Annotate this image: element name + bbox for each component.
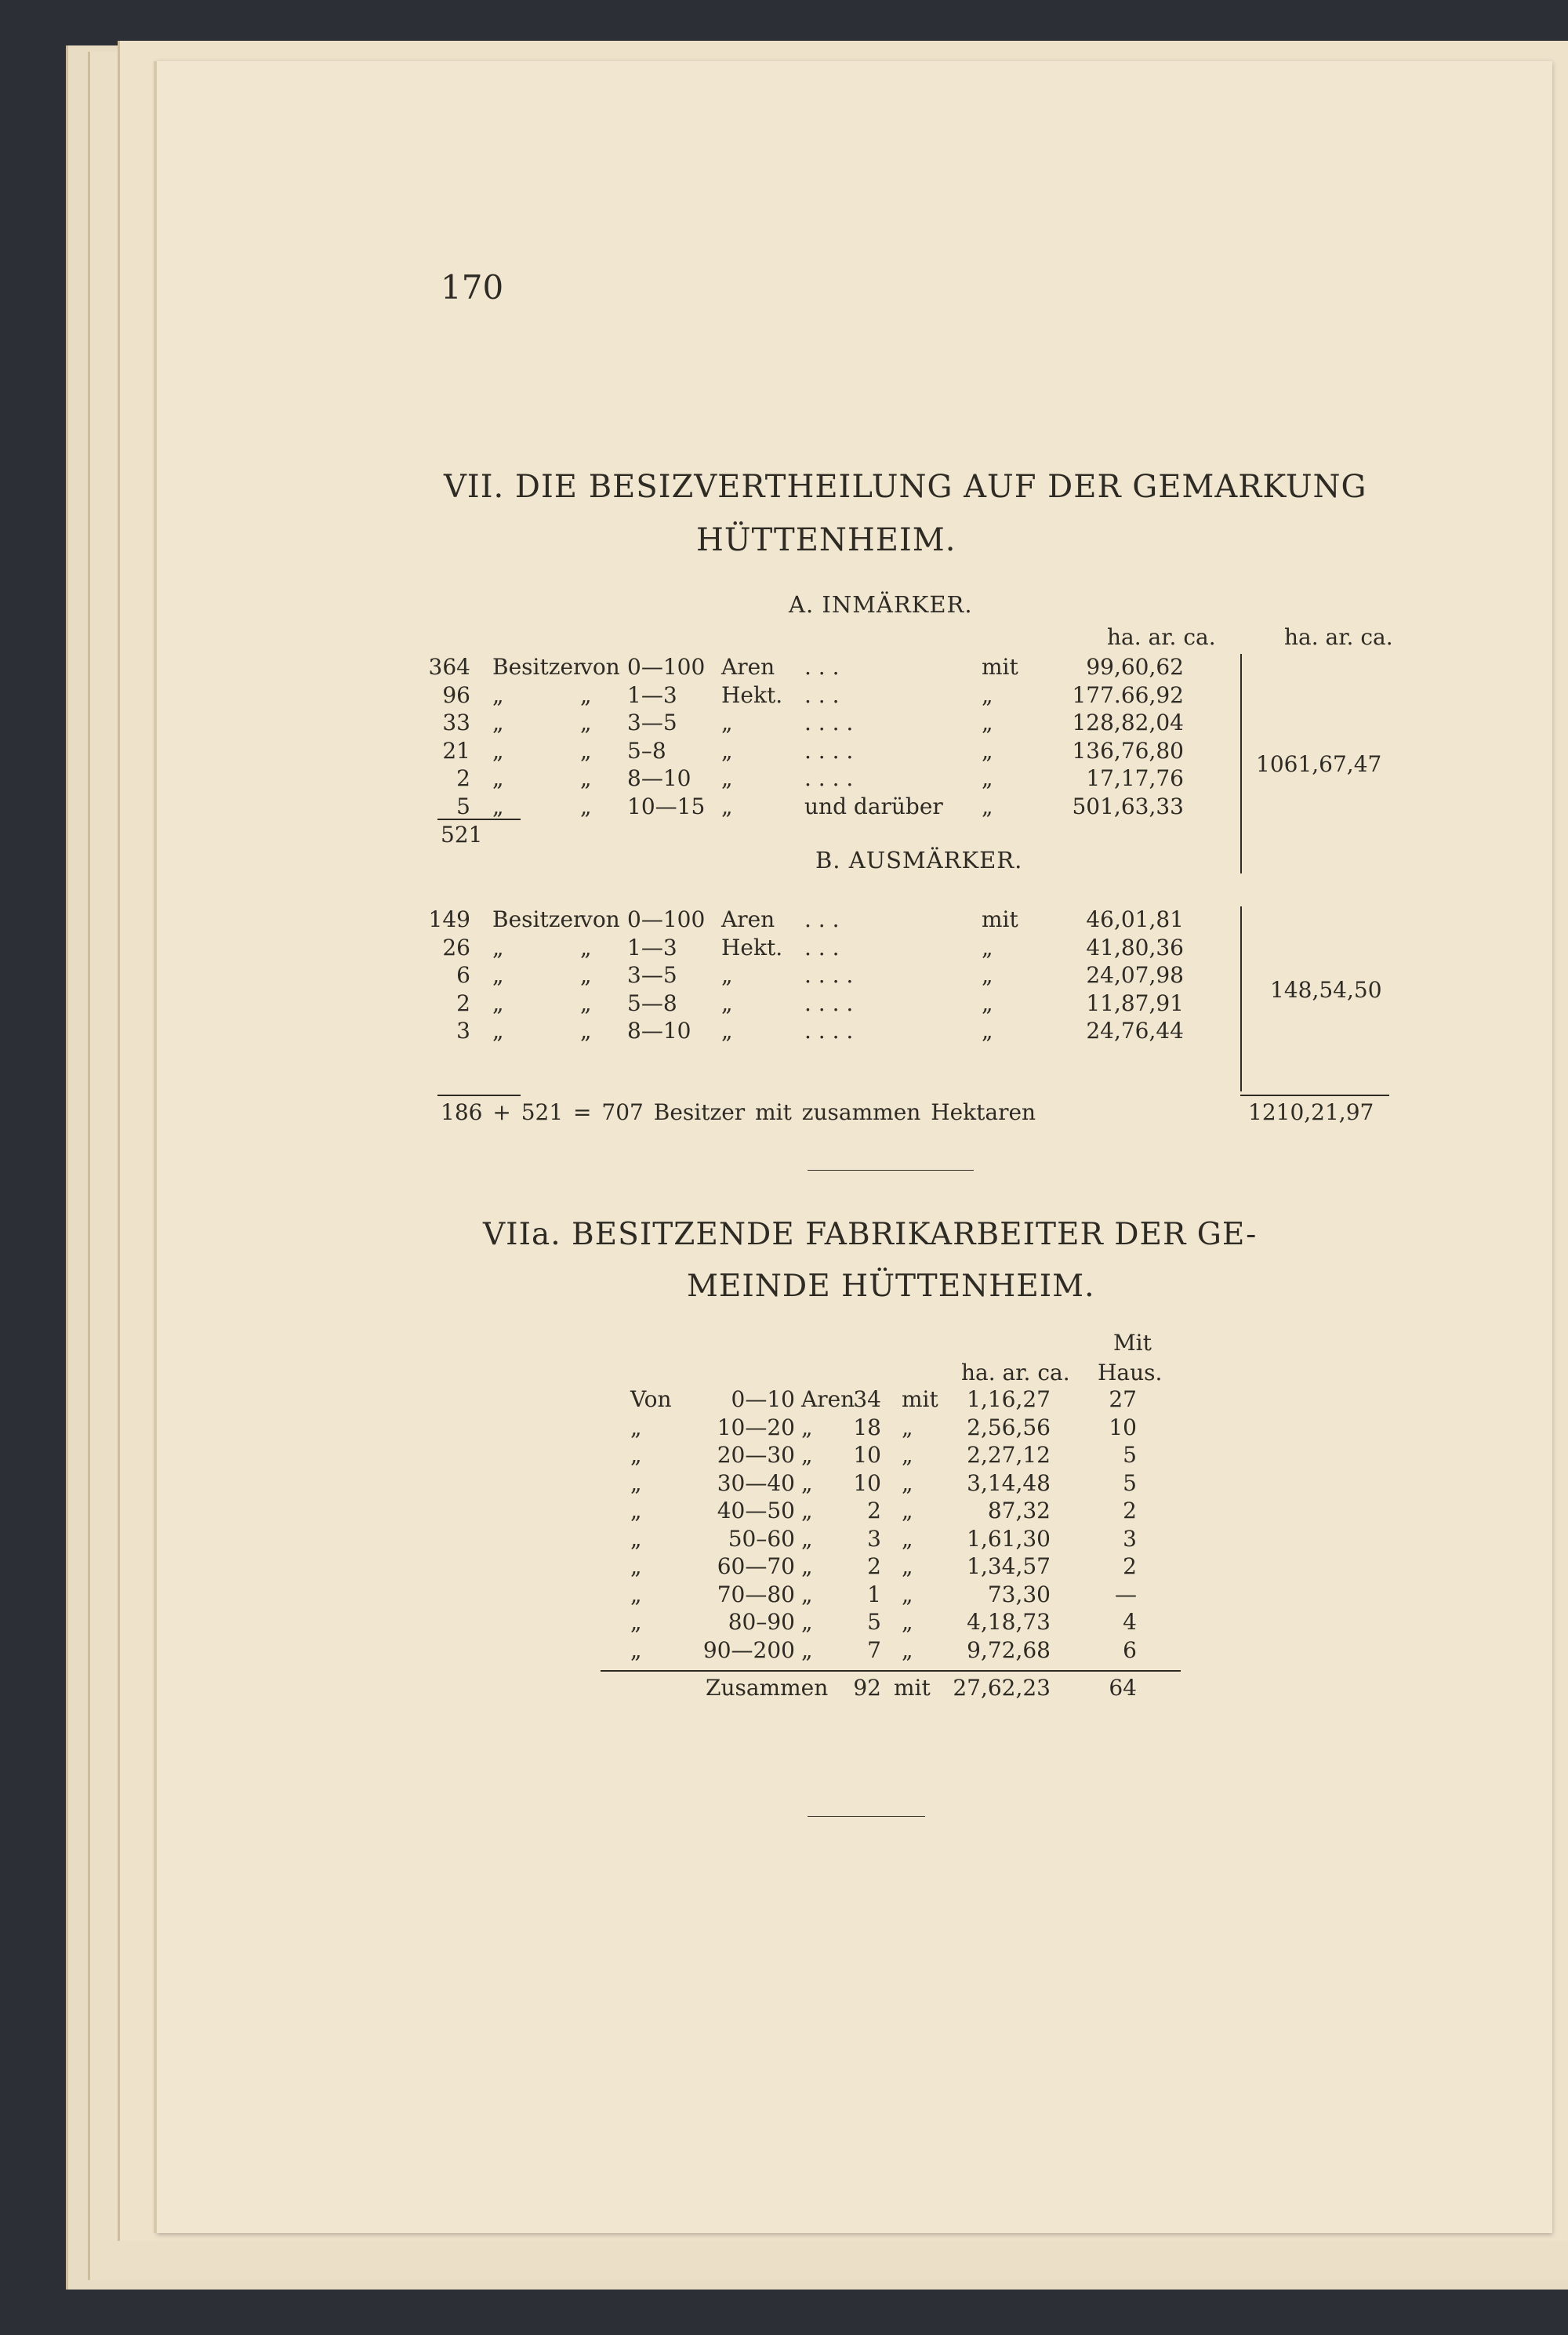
- title-line-1: VII. DIE BESIZVERTHEILUNG AUF DER GEMARKUNG: [444, 469, 1367, 505]
- row-count: 1: [867, 1581, 881, 1607]
- row-unit: „: [721, 962, 733, 988]
- row-count: 364: [428, 654, 470, 680]
- row-area: 9,72,68: [967, 1636, 1051, 1663]
- row-mit: „: [982, 737, 993, 764]
- row-dots: . . .: [804, 681, 840, 708]
- row-mit: „: [982, 990, 993, 1016]
- row-dots: . . .: [804, 934, 840, 961]
- row-area: 24,07,98: [1086, 962, 1184, 988]
- row-dots: . . . .: [804, 962, 854, 988]
- row-unit: Aren: [801, 1386, 855, 1412]
- row-count: 5: [867, 1609, 881, 1635]
- row-range: 3—5: [627, 710, 677, 735]
- row-area: 136,76,80: [1072, 737, 1184, 764]
- row-unit: „: [801, 1553, 813, 1579]
- row-von: von: [580, 906, 620, 932]
- row-unit: „: [721, 765, 733, 791]
- row-von: „: [580, 934, 592, 961]
- row-mit: „: [902, 1581, 913, 1607]
- row-von: Von: [630, 1386, 672, 1412]
- row-range: 0—100: [627, 906, 706, 932]
- row-label: Besitzer: [492, 906, 584, 932]
- row-dots: . . .: [804, 654, 840, 680]
- row-haus: 10: [1109, 1414, 1137, 1440]
- row-von: „: [630, 1442, 642, 1468]
- row-label: „: [492, 737, 504, 764]
- row-dots: . . . .: [804, 737, 854, 764]
- section-a-area-header: ha. ar. ca.: [1107, 624, 1216, 650]
- row-unit: Hekt.: [721, 681, 783, 708]
- row-range: 20—30: [717, 1442, 795, 1468]
- section-a-total: 1061,67,47: [1256, 751, 1382, 777]
- row-unit: „: [801, 1636, 813, 1663]
- row-range: 70—80: [717, 1581, 795, 1607]
- section-a-total-header: ha. ar. ca.: [1284, 624, 1393, 650]
- row-haus: —: [1115, 1581, 1137, 1607]
- row-unit: „: [801, 1525, 813, 1552]
- row-unit: „: [801, 1609, 813, 1635]
- row-area: 2,27,12: [967, 1442, 1051, 1468]
- row-unit: „: [721, 990, 733, 1016]
- row-count: 3: [456, 1018, 470, 1044]
- row-haus: 2: [1123, 1553, 1137, 1579]
- row-area: 11,87,91: [1086, 990, 1184, 1016]
- row-area: 24,76,44: [1086, 1018, 1184, 1044]
- section-c-total-area: 27,62,23: [953, 1675, 1051, 1701]
- section-b-brace: [1240, 906, 1242, 1091]
- row-area: 73,30: [987, 1581, 1051, 1607]
- row-range: 5—8: [627, 990, 677, 1016]
- row-mit: mit: [982, 906, 1018, 932]
- row-area: 2,56,56: [967, 1414, 1051, 1440]
- row-haus: 27: [1109, 1386, 1137, 1412]
- row-haus: 3: [1123, 1525, 1137, 1552]
- row-range: 80–90: [728, 1609, 795, 1635]
- row-von: „: [630, 1581, 642, 1607]
- section-c-title-line-1: VIIa. BESITZENDE FABRIKARBEITER DER GE-: [483, 1217, 1258, 1252]
- row-unit: „: [801, 1498, 813, 1523]
- row-mit: „: [982, 934, 993, 961]
- row-von: „: [630, 1636, 642, 1663]
- row-count: 33: [442, 710, 470, 735]
- row-range: 0—100: [627, 654, 706, 680]
- section-b-title: B. AUSMÄRKER.: [815, 847, 1023, 873]
- row-area: 128,82,04: [1072, 710, 1184, 735]
- row-dots: . . . .: [804, 710, 854, 735]
- section-c-total-count: 92: [853, 1675, 881, 1701]
- row-count: 21: [442, 737, 470, 764]
- row-mit: „: [902, 1525, 913, 1552]
- row-von: „: [630, 1498, 642, 1523]
- row-dots: . . . .: [804, 765, 854, 791]
- row-unit: „: [721, 710, 733, 735]
- row-haus: 5: [1123, 1469, 1137, 1496]
- row-von: „: [580, 990, 592, 1016]
- row-unit: Aren: [721, 654, 775, 680]
- row-label: „: [492, 681, 504, 708]
- section-c-total-haus: 64: [1109, 1675, 1137, 1701]
- row-mit: „: [982, 681, 993, 708]
- row-mit: „: [902, 1498, 913, 1523]
- row-area: 17,17,76: [1086, 765, 1184, 791]
- row-area: 1,16,27: [967, 1386, 1051, 1412]
- row-count: 26: [442, 934, 470, 961]
- row-mit: „: [902, 1553, 913, 1579]
- row-label: „: [492, 793, 504, 819]
- header-area: ha. ar. ca.: [961, 1360, 1070, 1385]
- row-von: „: [630, 1553, 642, 1579]
- row-mit: „: [902, 1414, 913, 1440]
- row-mit: „: [902, 1442, 913, 1468]
- row-count: 2: [867, 1553, 881, 1579]
- row-count: 18: [853, 1414, 881, 1440]
- section-c-total-rule: [601, 1670, 1181, 1672]
- row-range: 8—10: [627, 765, 691, 791]
- row-label: Besitzer: [492, 654, 584, 680]
- row-von: „: [630, 1414, 642, 1440]
- row-dots: . . . .: [804, 990, 854, 1016]
- row-von: „: [580, 793, 592, 819]
- header-mit: Mit: [1113, 1330, 1152, 1356]
- row-count: 10: [853, 1469, 881, 1496]
- section-a-title: A. INMÄRKER.: [789, 591, 973, 618]
- row-haus: 4: [1123, 1609, 1137, 1635]
- row-von: „: [580, 681, 592, 708]
- section-b-total: 148,54,50: [1270, 977, 1382, 1003]
- row-area: 87,32: [987, 1498, 1051, 1523]
- row-von: „: [630, 1609, 642, 1635]
- row-haus: 2: [1123, 1498, 1137, 1523]
- row-range: 0—10: [731, 1386, 795, 1412]
- row-count: 149: [428, 906, 470, 932]
- row-unit: Hekt.: [721, 934, 783, 961]
- row-mit: „: [982, 1018, 993, 1044]
- row-range: 5–8: [627, 737, 666, 764]
- row-range: 30—40: [717, 1469, 795, 1496]
- row-mit: „: [982, 793, 993, 819]
- row-unit: „: [801, 1469, 813, 1496]
- row-range: 1—3: [627, 681, 677, 708]
- row-unit: „: [721, 1018, 733, 1044]
- row-count: 3: [867, 1525, 881, 1552]
- row-range: 1—3: [627, 934, 677, 961]
- row-count: 2: [456, 765, 470, 791]
- section-c-total-mit: mit: [894, 1675, 931, 1701]
- row-area: 4,18,73: [967, 1609, 1051, 1635]
- row-unit: „: [721, 737, 733, 764]
- row-count: 10: [853, 1442, 881, 1468]
- summary-line: 186 + 521 = 707 Besitzer mit zusammen Hektaren: [441, 1099, 1036, 1125]
- row-range: 50–60: [728, 1525, 795, 1552]
- row-area: 177.66,92: [1072, 681, 1184, 708]
- row-range: 90—200: [702, 1636, 795, 1663]
- row-von: „: [580, 737, 592, 764]
- row-label: „: [492, 934, 504, 961]
- row-count: 34: [853, 1386, 881, 1412]
- row-von: von: [580, 654, 620, 680]
- separator-rule: [808, 1170, 974, 1171]
- row-haus: 5: [1123, 1442, 1137, 1468]
- header-haus: Haus.: [1098, 1360, 1163, 1385]
- row-mit: „: [902, 1469, 913, 1496]
- row-mit: „: [982, 765, 993, 791]
- row-mit: mit: [982, 654, 1018, 680]
- row-count: 5: [456, 793, 470, 819]
- row-label: „: [492, 710, 504, 735]
- row-range: 10—20: [717, 1414, 795, 1440]
- row-area: 46,01,81: [1086, 906, 1184, 932]
- row-dots: . . . .: [804, 1018, 854, 1044]
- row-mit: „: [982, 710, 993, 735]
- row-count: 96: [442, 681, 470, 708]
- row-count: 2: [867, 1498, 881, 1523]
- row-mit: „: [902, 1609, 913, 1635]
- row-range: 3—5: [627, 962, 677, 988]
- row-von: „: [580, 765, 592, 791]
- row-count: 6: [456, 962, 470, 988]
- row-range: 40—50: [717, 1498, 795, 1523]
- section-b-sum-rule: [437, 1095, 521, 1096]
- row-area: 1,61,30: [967, 1525, 1051, 1552]
- row-unit: „: [801, 1581, 813, 1607]
- section-a-sum-rule: [437, 819, 521, 820]
- row-mit: „: [982, 962, 993, 988]
- row-area: 501,63,33: [1072, 793, 1184, 819]
- row-unit: „: [801, 1442, 813, 1468]
- row-unit: „: [721, 793, 733, 819]
- row-area: 41,80,36: [1086, 934, 1184, 961]
- row-unit: Aren: [721, 906, 775, 932]
- row-range: 60—70: [717, 1553, 795, 1579]
- row-von: „: [580, 1018, 592, 1044]
- book-page: [157, 61, 1552, 2233]
- row-von: „: [580, 710, 592, 735]
- row-area: 99,60,62: [1086, 654, 1184, 680]
- section-a-brace: [1240, 654, 1242, 873]
- title-line-2: HÜTTENHEIM.: [696, 522, 956, 558]
- row-count: 7: [867, 1636, 881, 1663]
- row-range: 8—10: [627, 1018, 691, 1044]
- grand-total-rule: [1240, 1095, 1389, 1096]
- bottom-separator-rule: [808, 1816, 925, 1817]
- row-mit: mit: [902, 1386, 938, 1412]
- row-label: „: [492, 962, 504, 988]
- row-von: „: [630, 1525, 642, 1552]
- row-area: 1,34,57: [967, 1553, 1051, 1579]
- section-c-total-label: Zusammen: [706, 1675, 829, 1701]
- row-dots: und darüber: [804, 793, 943, 819]
- row-von: „: [630, 1469, 642, 1496]
- row-count: 2: [456, 990, 470, 1016]
- row-unit: „: [801, 1414, 813, 1440]
- row-mit: „: [902, 1636, 913, 1663]
- row-area: 3,14,48: [967, 1469, 1051, 1496]
- row-von: „: [580, 962, 592, 988]
- row-dots: . . .: [804, 906, 840, 932]
- row-label: „: [492, 765, 504, 791]
- section-c-title-line-2: MEINDE HÜTTENHEIM.: [687, 1269, 1095, 1304]
- grand-total: 1210,21,97: [1248, 1099, 1374, 1125]
- section-a-sum-count: 521: [441, 822, 483, 848]
- page-number: 170: [441, 268, 504, 307]
- row-label: „: [492, 990, 504, 1016]
- row-label: „: [492, 1018, 504, 1044]
- row-haus: 6: [1123, 1636, 1137, 1663]
- row-range: 10—15: [627, 793, 706, 819]
